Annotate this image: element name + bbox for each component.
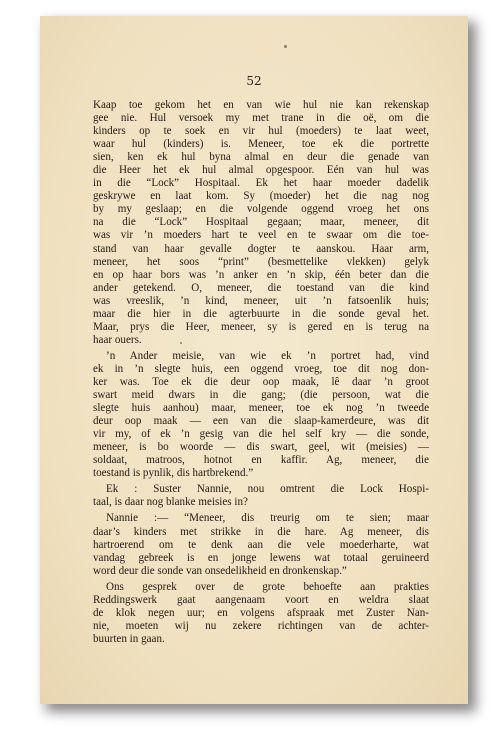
text-line: sien, ken ek hul byna almal en deur die genade van <box>93 151 429 164</box>
text-line: word deur die sonde van onsedelikheid en dronkenskap.” <box>93 564 347 577</box>
text-line: ker was. Toe ek die deur oop maak, lê daar ’n groot <box>93 375 429 388</box>
paragraph-3 <box>93 483 429 509</box>
text-line: Reddingswerk gaat aangenaam voort en weldra slaat <box>93 593 429 606</box>
text-line: was vir ’n moeders hart te veel en te swaar om die toe- <box>93 229 429 242</box>
text-line: deur oop maak — een van die slaap-kamerdeure, was dit <box>93 415 429 428</box>
text-line: kinders op te soek en vir hul (moeders) te laat weet, <box>93 125 429 138</box>
text-line: meneer, het soos “print” (besmettelike vlekken) gelyk <box>93 255 429 268</box>
text-line: buurten in gaan. <box>93 632 165 645</box>
body-text <box>93 99 429 646</box>
text-line: vir my, of ek ’n gesig van die hel self kry — die sonde, <box>93 428 429 441</box>
text-line: ander getekend. O, meneer, die toestand van die kind <box>93 281 429 294</box>
text-line: hartroerend om te denk aan die vele moederharte, wat <box>93 538 429 551</box>
paragraph-4 <box>93 512 429 577</box>
text-line: Nannie :— “Meneer, dis treurig om te sien; maar <box>106 512 429 525</box>
text-line: Ek : Suster Nannie, nou omtrent die Lock Hospi- <box>106 483 429 496</box>
text-line: was vreeslik, ’n kind, meneer, uit ’n fatsoenlik huis; <box>93 294 429 307</box>
paragraph-5 <box>93 581 429 646</box>
text-line: waar hul (kinders) is. Meneer, toe ek die portrette <box>93 138 429 151</box>
text-line: ek in ’n slegte huis, een oggend vroeg, toe dit nog don- <box>93 362 429 375</box>
text-line: Kaap toe gekom het en van wie hul nie kan rekenskap <box>93 99 429 111</box>
text-line: geskrywe en laat kom. Sy (moeder) het die nag nog <box>93 190 429 203</box>
text-line: vandag gebreek is en jonge lewens wat totaal geruineerd <box>93 551 429 564</box>
text-line: maar die hier in die agterbuurte in die sonde geval het. <box>93 307 429 320</box>
text-line: en op haar bors was ’n anker en ’n skip, één beter dan die <box>93 268 429 281</box>
text-line: taal, is daar nog blanke meisies in? <box>93 496 248 509</box>
text-line: Ons gesprek over de grote behoefte aan prakties <box>106 580 429 593</box>
text-line: haar ouers. <box>93 333 142 346</box>
page-number: 52 <box>246 74 262 88</box>
text-line: meneer, is bo woorde — dis swart, geel, wit (meisies) — <box>93 441 429 454</box>
paragraph-1 <box>93 99 429 347</box>
paper-speck <box>284 45 287 48</box>
text-line: na die “Lock” Hospitaal gegaan; maar, meneer, dit <box>93 216 429 229</box>
text-line: stand van haar gevalle dogter te aanskou. Haar arm, <box>93 242 429 255</box>
text-line: de klok negen uur; en volgens afspraak met Zuster Nan- <box>93 606 429 619</box>
text-line: ’n Ander meisie, van wie ek ’n portret had, vind <box>106 349 429 362</box>
text-line: soldaat, matroos, hotnot en kaffir. Ag, meneer, die <box>93 454 429 467</box>
text-line: Maar, prys die Heer, meneer, sy is gered en is terug na <box>93 320 429 333</box>
paragraph-2 <box>93 350 429 480</box>
text-line: die Heer het ek hul almal opgespoor. Eén van hul was <box>93 164 429 177</box>
text-line: toestand is pynlik, dis hartbrekend.” <box>93 467 254 480</box>
text-line: slegte huis aanhou) maar, meneer, toe ek nog ’n tweede <box>93 402 429 415</box>
text-line: swart meid dwars in die gang; (die persoon, wat die <box>93 389 429 402</box>
text-line: by my geslaap; en die volgende oggend vroeg het ons <box>93 203 429 216</box>
text-line: gee nie. Hul versoek my met trane in die oë, om die <box>93 112 429 125</box>
text-line: nie, moeten wij nu zekere richtingen van de achter- <box>93 619 429 632</box>
book-page <box>40 16 468 704</box>
text-line: in die “Lock” Hospitaal. Ek het haar moeder dadelik <box>93 177 429 190</box>
text-line: daar’s kinders met strikke in die hare. Ag meneer, dis <box>93 525 429 538</box>
